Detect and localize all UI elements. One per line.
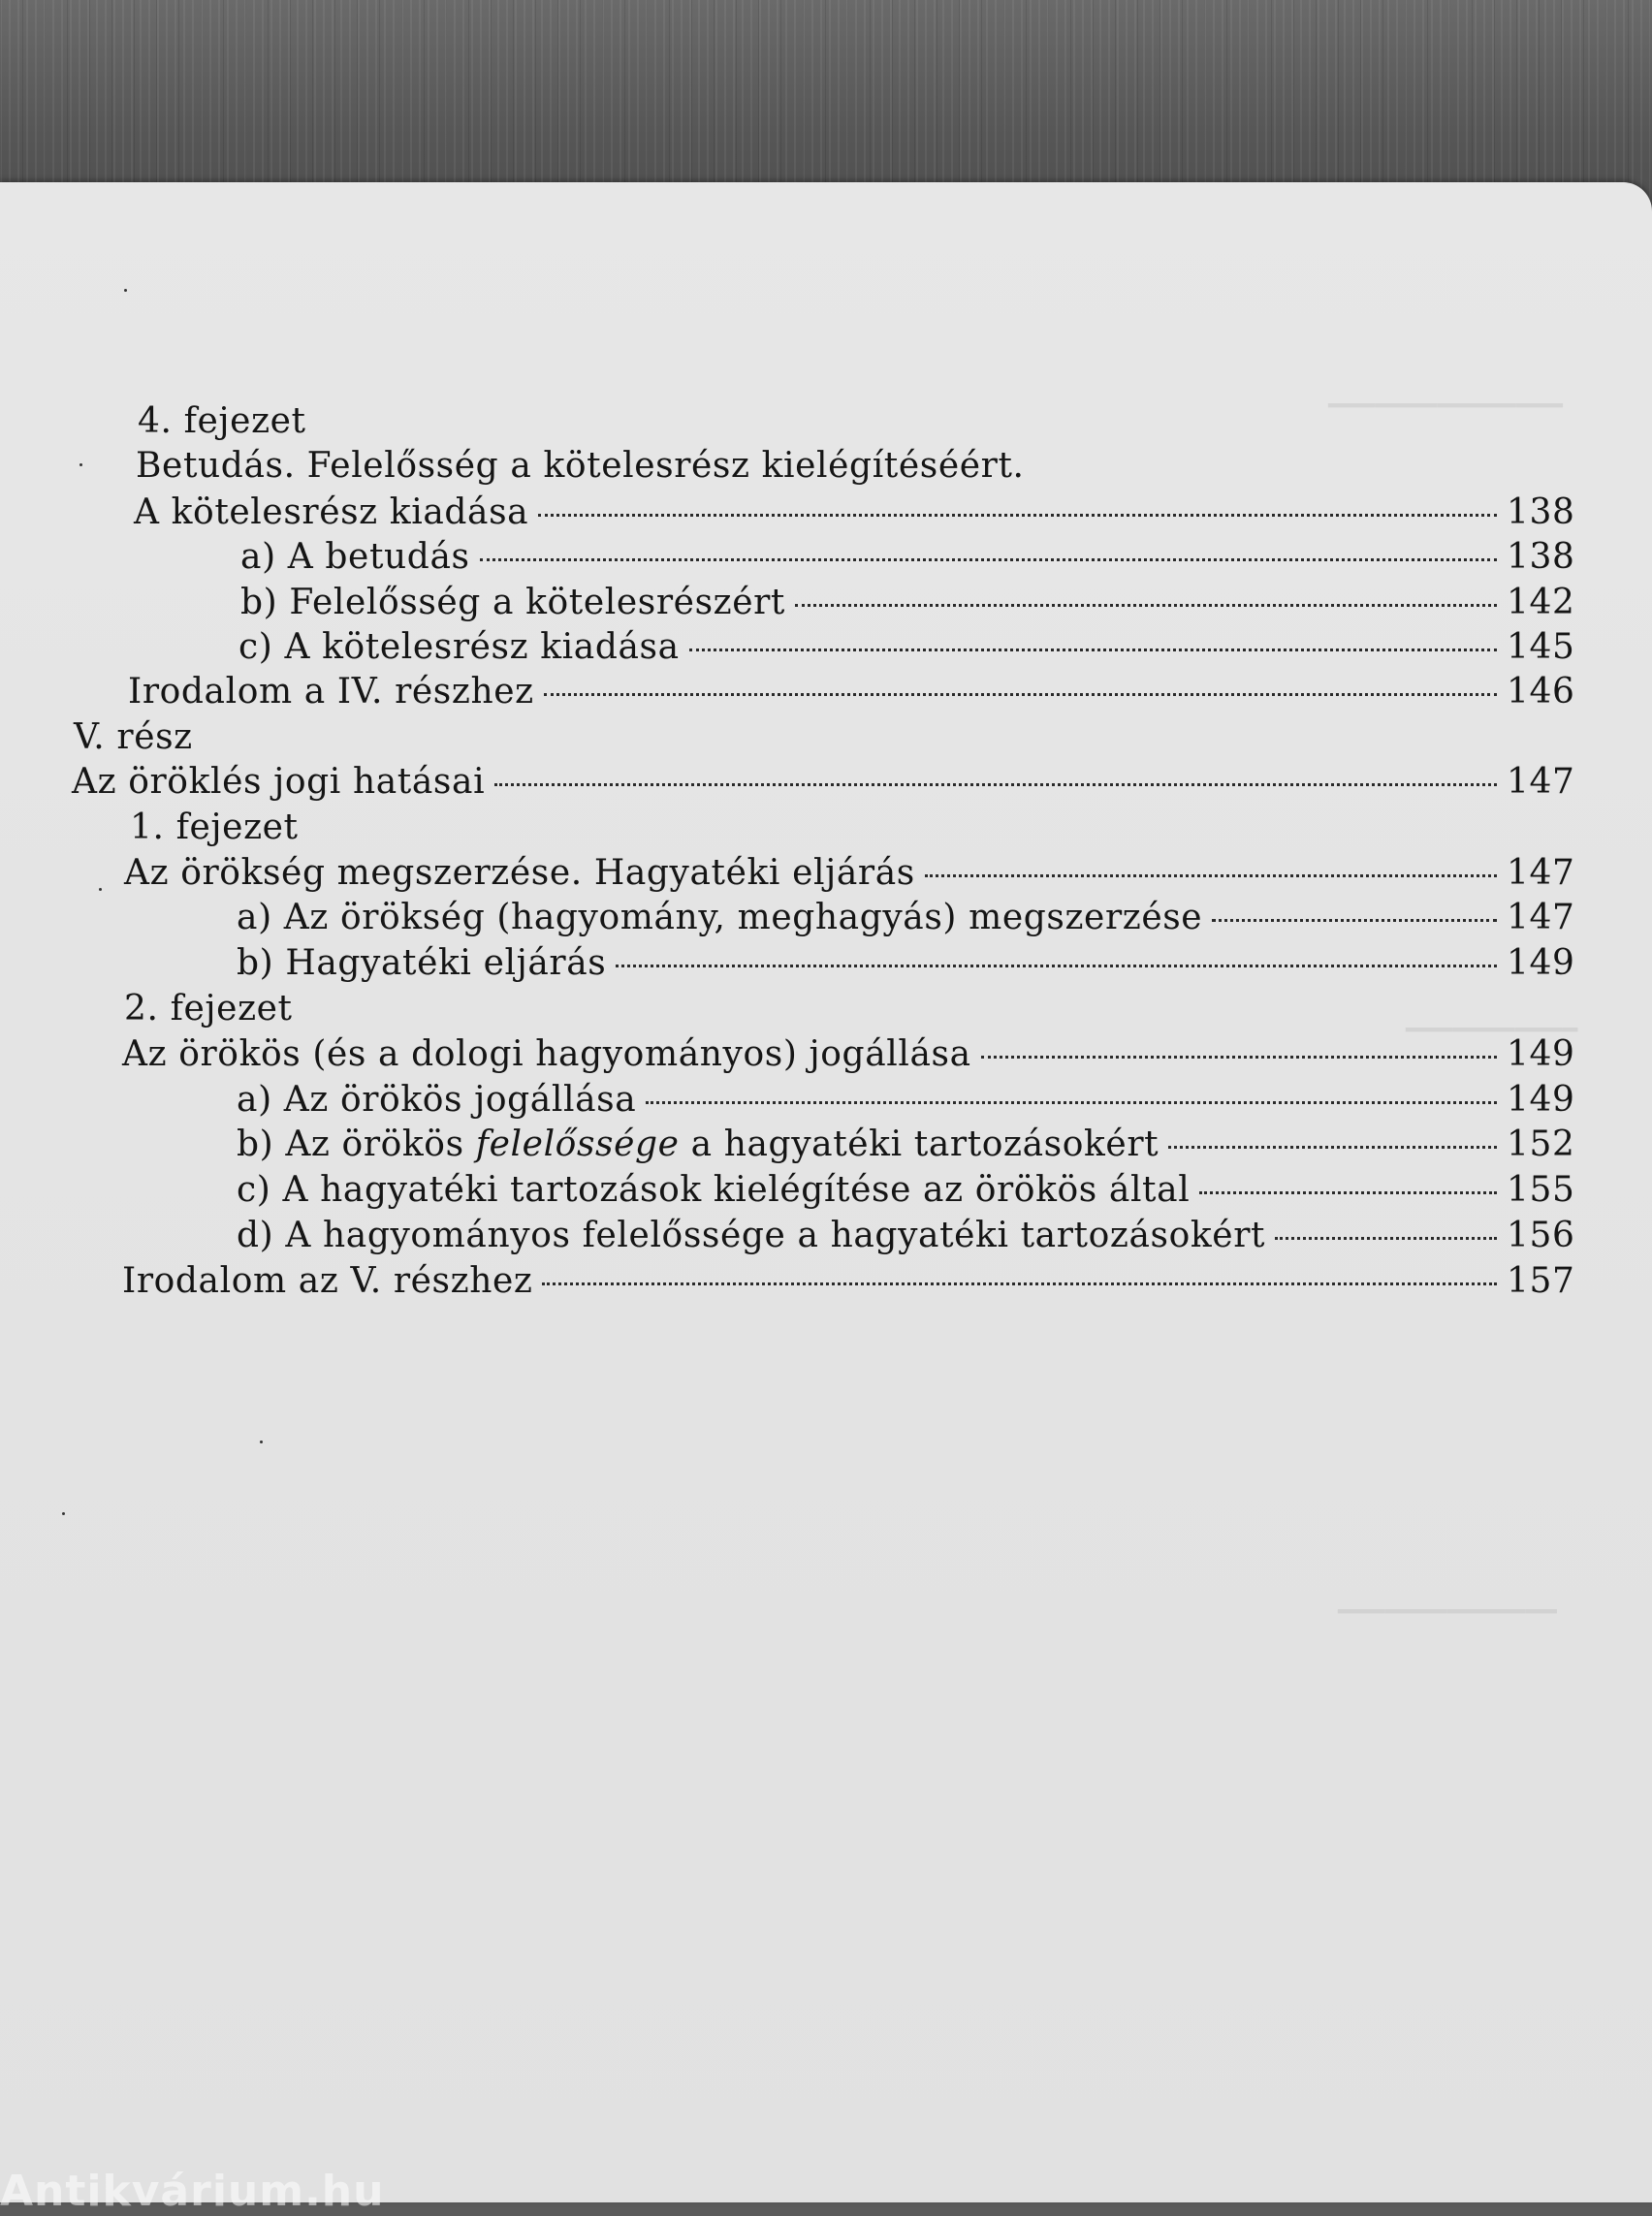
toc-subentry[interactable]: a) Az örökös jogállása 149 [237, 1080, 1575, 1120]
page-number: 146 [1507, 672, 1575, 712]
toc-subentry[interactable]: a) Az örökség (hagyomány, meghagyás) megszerzése 147 [237, 898, 1575, 937]
toc-part-heading: V. rész [74, 717, 193, 757]
leader-dots [616, 965, 1497, 967]
leader-dots [646, 1101, 1497, 1104]
leader-dots [494, 783, 1497, 786]
leader-dots [1199, 1191, 1497, 1194]
book-page [0, 182, 1652, 2216]
leader-dots [1212, 919, 1497, 922]
page-number: 149 [1507, 943, 1575, 983]
leader-dots [538, 514, 1497, 517]
toc-subentry[interactable]: c) A hagyatéki tartozások kielégítése az örökös által 155 [237, 1170, 1575, 1210]
paper-speck [260, 1440, 263, 1443]
toc-subentry[interactable]: b) Felelősség a kötelesrészért 142 [240, 583, 1575, 622]
bleed-through: ━━━━━━━━━━━━━━━ [1328, 392, 1564, 421]
toc-chapter-heading: 4. fejezet [138, 401, 306, 441]
paper-speck [62, 1512, 65, 1515]
paper-speck [79, 463, 82, 466]
toc-subentry[interactable]: c) A kötelesrész kiadása 145 [238, 627, 1575, 667]
watermark-logo: Antikvárium.hu [0, 2167, 385, 2216]
page-number: 138 [1507, 537, 1575, 577]
page-number: 142 [1507, 583, 1575, 622]
toc-subentry[interactable]: a) A betudás 138 [240, 537, 1575, 577]
toc-entry[interactable]: Az örökség megszerzése. Hagyatéki eljárás 147 [124, 853, 1575, 893]
paper-speck [124, 289, 127, 292]
leader-dots [689, 649, 1497, 651]
toc-part-entry[interactable]: Az öröklés jogi hatásai 147 [72, 762, 1575, 802]
toc-entry[interactable]: Irodalom a IV. részhez 146 [128, 672, 1575, 712]
page-number: 147 [1507, 898, 1575, 937]
leader-dots [925, 874, 1497, 877]
leader-dots [1275, 1237, 1497, 1240]
page-number: 149 [1507, 1034, 1575, 1074]
page-number: 149 [1507, 1080, 1575, 1120]
toc-subentry[interactable]: b) Hagyatéki eljárás 149 [237, 943, 1575, 983]
toc-entry[interactable]: Az örökös (és a dologi hagyományos) jogállása 149 [122, 1034, 1575, 1074]
background-fabric [0, 0, 1652, 213]
toc-chapter-heading: 1. fejezet [130, 807, 299, 847]
page-number: 145 [1507, 627, 1575, 667]
leader-dots [1168, 1146, 1497, 1149]
toc-chapter-title: Betudás. Felelősség a kötelesrész kielégítéséért. [136, 446, 1025, 486]
page-number: 152 [1507, 1124, 1575, 1164]
leader-dots [795, 604, 1497, 607]
page-number: 155 [1507, 1170, 1575, 1210]
toc-entry[interactable]: Irodalom az V. részhez 157 [122, 1261, 1575, 1301]
page-number: 147 [1507, 762, 1575, 802]
toc-subentry[interactable]: b) Az örökös felelőssége a hagyatéki tartozásokért 152 [237, 1124, 1575, 1164]
bleed-through: ━━━━━━━━━━━━━━ [1338, 1598, 1558, 1627]
page-number: 138 [1507, 492, 1575, 532]
page-number: 147 [1507, 853, 1575, 893]
toc-chapter-heading: 2. fejezet [124, 989, 293, 1029]
toc-entry[interactable]: A kötelesrész kiadása 138 [134, 492, 1575, 532]
leader-dots [542, 1282, 1497, 1285]
leader-dots [544, 693, 1497, 696]
leader-dots [480, 558, 1497, 561]
bleed-through: ━━━━━━━━━━━ [1406, 1016, 1578, 1045]
page-number: 156 [1507, 1216, 1575, 1255]
page-number: 157 [1507, 1261, 1575, 1301]
toc-subentry[interactable]: d) A hagyományos felelőssége a hagyatéki tartozásokért 156 [237, 1216, 1575, 1255]
leader-dots [981, 1056, 1497, 1059]
paper-speck [99, 888, 102, 891]
italic-emphasis: felelőssége [475, 1124, 680, 1164]
